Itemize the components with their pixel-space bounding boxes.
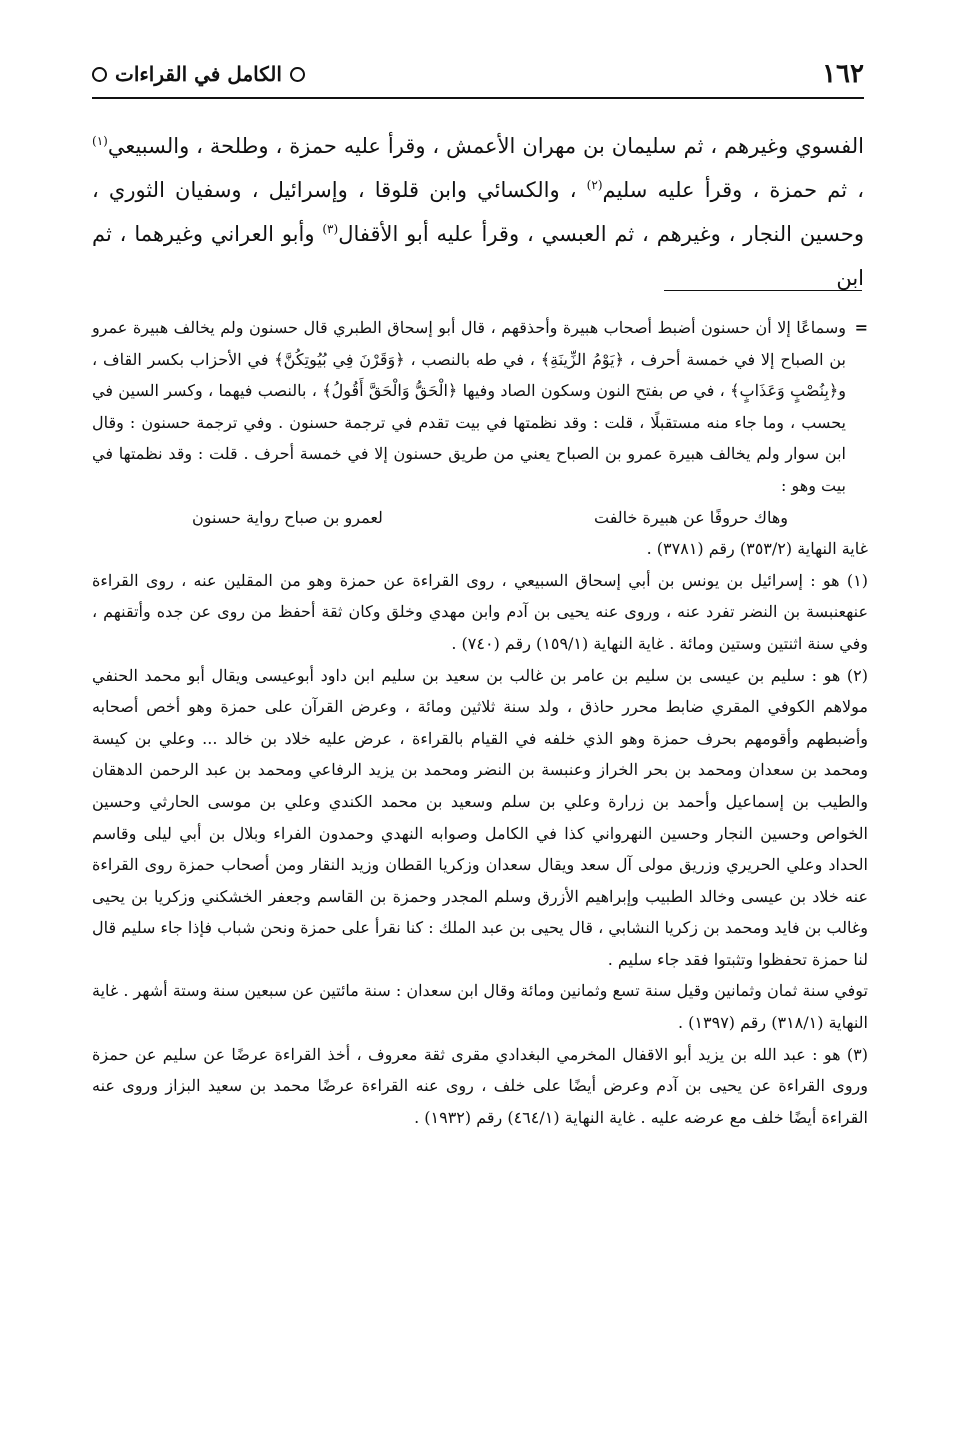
running-title-text: الكامل في القراءات <box>115 62 282 86</box>
main-line-3a: النجار ، وغيرهم ، ثم العبسي ، وقرأ عليه أبو الأقفال <box>338 222 792 246</box>
page-number: ١٦٢ <box>822 59 864 89</box>
page-header <box>92 58 864 90</box>
main-line-1-end: ، <box>857 178 864 202</box>
ring-ornament-icon <box>290 67 305 82</box>
verse-hemistich-2: لعمرو بن صباح رواية حسنون <box>192 507 383 527</box>
footnote-ref-3[interactable]: (٣) <box>322 222 339 236</box>
footnote-1-number: (١) <box>846 570 868 590</box>
main-line-1: الفسوي وغيرهم ، ثم سليمان بن مهران الأعمش ، وقرأ عليه حمزة ، وطلحة ، والسبيعي <box>107 134 864 158</box>
footnote-2-tail: توفي سنة ثمان وثمانين وقيل سنة تسع وثمانين ومائة وقال ابن سعدان : سنة مائتين عن سبعين سنة وستة أشهر . غاية النهاية (٣١٨/١) رقم (١٣٩٧) . <box>92 981 868 1033</box>
verse-line <box>92 502 868 534</box>
continuation-mark: = <box>854 318 868 337</box>
footnote-1 <box>92 565 868 660</box>
footnote-continuation <box>92 312 868 502</box>
header-rule <box>92 97 864 99</box>
footnote-2-number: (٢) <box>846 665 868 685</box>
footnote-2 <box>92 660 868 976</box>
main-paragraph <box>92 124 864 300</box>
footnote-3-number: (٣) <box>846 1044 868 1064</box>
footnotes <box>92 312 868 1133</box>
main-line-3b: وأبو العراني وغيرهما ، ثم ابن <box>92 222 864 290</box>
footnote-ref-2[interactable]: (٢) <box>586 178 603 192</box>
verse-hemistich-1: وهاك حروفًا عن هبيرة خالفت <box>593 507 788 527</box>
main-text <box>92 124 864 300</box>
footnote-1-text: هو : إسرائيل بن يونس بن أبي إسحاق السبيعي ، روى القراءة عن حمزة وهو من المقلين عنه ، روى القراءة عنهعنبسة بن النضر تفرد عنه ، وروى عنه يحيى بن آدم وابن مهدي وخلق وكان ثقة أحفظ من روى عن جده وأتقنهم ، وفي سنة اثنتين وستين ومائة . غاية النهاية (١٥٩/١) رقم (٧٤٠) . <box>92 570 868 653</box>
footnote-ref-1[interactable]: (١) <box>92 134 108 148</box>
continuation-text: وسماعًا إلا أن حسنون أضبط أصحاب هبيرة وأحذقهم ، قال أبو إسحاق الطبري قال حسنون ولم يخالف هبيرة عمرو بن الصباح إلا في خمسة أحرف ، ﴿يَوْمُ الزِّينَةِ﴾ ، في طه بالنصب ، ﴿وَقَرْنَ فِي بُيُوتِكُنَّ﴾ في الأحزاب بكسر القاف ، و﴿بِنُصْبٍ وَعَذَابٍ﴾ ، في ص بفتح النون وسكون الصاد وفيها ﴿الْحَقُّ وَالْحَقَّ أَقُولُ﴾ ، بالنصب فيهما ، وكسر السين في يحسب ، وما جاء منه مستقبلًا ، قلت : وقد نظمتها في بيت تقدم في ترجمة حسنون . وفي ترجمة حسنون : وقال ابن سوار ولم يخالف هبيرة عمرو بن الصباح يعني من طريق حسنون إلا في خمسة أحرف . قلت : وقد نظمتها في بيت وهو : <box>92 318 846 495</box>
ring-ornament-icon <box>92 67 107 82</box>
main-line-2b: ، والكسائي وابن قلوقا ، وإسرائيل ، وسفيان الثوري ، وحسين <box>92 178 864 246</box>
main-line-2a: ثم حمزة ، وقرأ عليه سليم <box>602 178 848 202</box>
footnote-3-text: هو : عبد الله بن يزيد أبو الاقفال المخرمي البغدادي مقرى ثقة معروف ، أخذ القراءة عرضًا عن سليم عن حمزة وروى القراءة عن يحيى بن آدم وعرض أيضًا على خلف ، روى عنه القراءة عرضًا محمد بن سعيد البزاز وروى عنه القراءة أيضًا خلف مع عرضه عليه . غاية النهاية (٤٦٤/١) رقم (١٩٣٢) . <box>92 1044 868 1127</box>
running-title <box>92 62 305 86</box>
continuation-reference: غاية النهاية (٣٥٣/٢) رقم (٣٧٨١) . <box>646 539 868 559</box>
footnote-separator <box>664 290 862 291</box>
footnote-3 <box>92 1039 868 1134</box>
footnote-2-text: هو : سليم بن عيسى بن سليم بن عامر بن غالب بن سعيد بن سليم ابن داود أبوعيسى ويقال أبو محمد الحنفي مولاهم الكوفي المقري ضابط محرر حاذق ، ولد سنة ثلاثين ومائة ، وعرض القرآن على حمزة وهو أخص أصحابه وأضبطهم وأقومهم بحرف حمزة وهو الذي خلفه في القيام بالقراءة ، عرض عليه خلاد بن خالد ... وعلي بن كيسة ومحمد بن سعدان ومحمد بن بحر الخراز وعنبسة بن النضر ومحمد بن يزيد الرفاعي ومحمد بن عبد الرحمن الدهقان والطيب بن إسماعيل وأحمد بن زرارة وعلي بن سلم وسعيد بن محمد الكندي وعلي بن موسى الحارثي وحسين الخواص وحسين النجار وحسين النهرواني كذا في الكامل وصوابه النهدي وحمدون الفراء وبلال بن أبي ليلى وقاسم الحداد وعلي الحريري وزريق مولى آل سعد ويقال سعدان وزكريا القطان وزيد النقار ومن أصحاب حمزة روى القراءة عنه خلاد بن عيسى وخالد الطبيب وإبراهيم الأزرق وسلم المجدر وحمزة بن القاسم وجعفر الخشكني وزكريا بن يحيى وغالب بن فايد ومحمد بن زكريا النشابي ، قال يحيى بن عبد الملك : كنا نقرأ على حمزة ونحن شباب فإذا جاء سليم قال لنا حمزة تحفظوا وتثبتوا فقد جاء سليم . <box>92 665 868 969</box>
